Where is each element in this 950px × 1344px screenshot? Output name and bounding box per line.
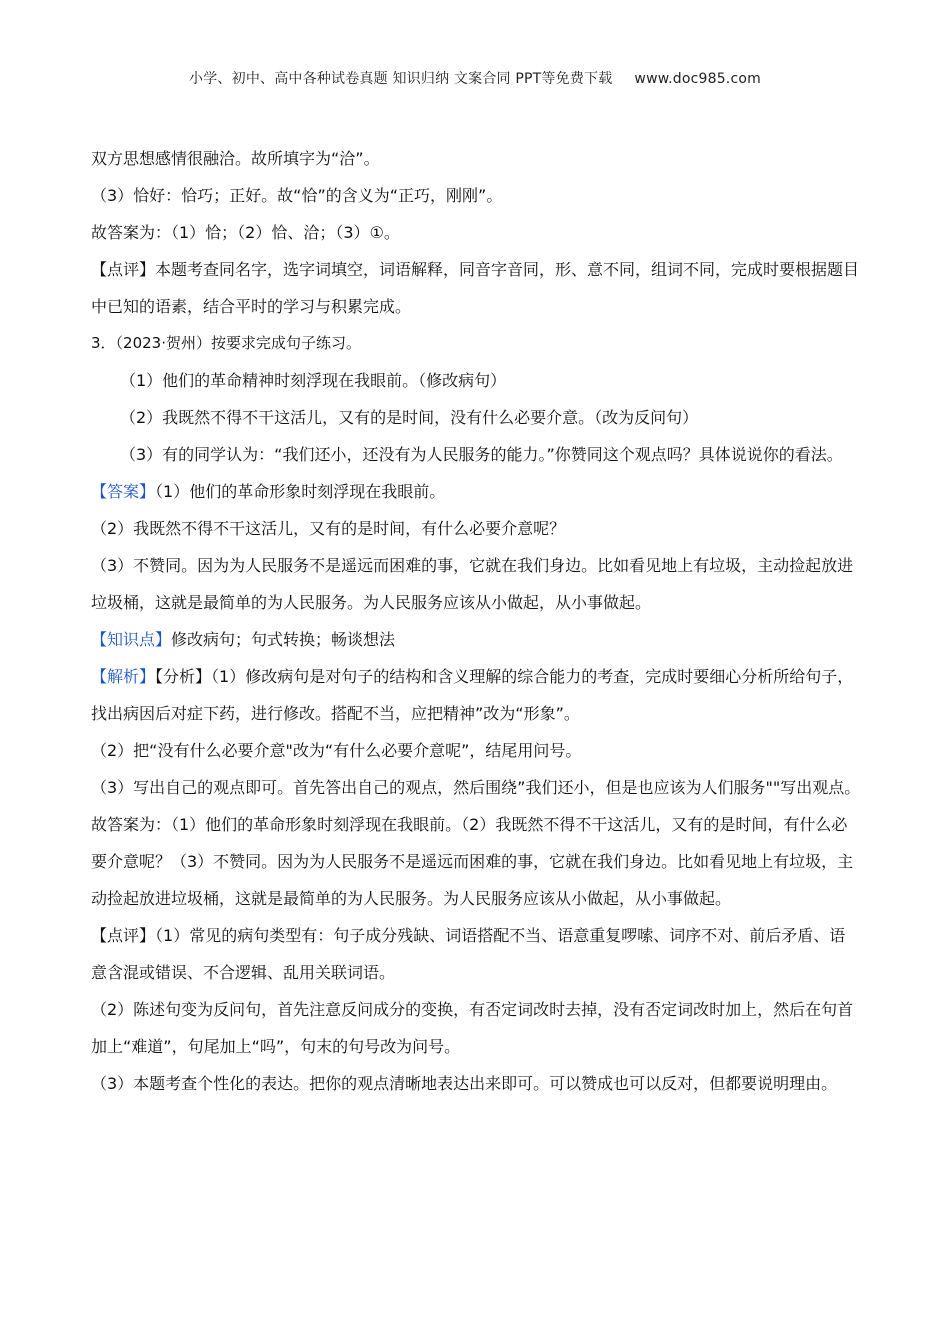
- question-3-item-3-text: （3）有的同学认为：“我们还小，还没有为人民服务的能力。”你赞同这个观点吗？具体说说你的看法。: [120, 445, 843, 464]
- page-header: [0, 68, 950, 88]
- answer-paragraph: [91, 473, 861, 510]
- answer-tag: 【答案】: [91, 482, 156, 501]
- paragraph-continuation: 双方思想感情很融洽。故所填字为“洽”。: [91, 149, 380, 168]
- knowledge-tag: 【知识点】: [91, 630, 172, 649]
- analysis-2: （2）把“没有什么必要介意"改为“有什么必要介意呢”，结尾用问号。: [91, 741, 582, 760]
- question-3-item-3: [91, 436, 861, 473]
- question-3-title: 3．（2023·贺州）按要求完成句子练习。: [91, 334, 361, 352]
- analysis-paragraph: [91, 658, 861, 732]
- knowledge-text: 修改病句；句式转换；畅谈想法: [171, 630, 396, 649]
- review-2: （2）陈述句变为反问句，首先注意反问成分的变换，有否定词改时去掉，没有否定词改时加上，然后在句首加上“难道”，句尾加上“吗”，句末的句号改为问号。: [91, 1000, 854, 1056]
- analysis-3: （3）写出自己的观点即可。首先答出自己的观点，然后围绕”我们还小，但是也应该为人们服务""写出观点。: [91, 778, 861, 797]
- answer-2: （2）我既然不得不干这活儿，又有的是时间，有什么必要介意呢？: [91, 519, 566, 538]
- comment-paragraph: [91, 251, 861, 325]
- final-answer: 故答案为：（1）他们的革命形象时刻浮现在我眼前。（2）我既然不得不干这活儿，又有的是时间，有什么必要介意呢？（3）不赞同。因为为人民服务不是遥远而困难的事，它就在我们身边。比如看见地上有垃圾，主动捡起放进垃圾桶，这就是最简单的为人民服务。为人民服务应该从小做起，从小事做起。: [91, 815, 854, 908]
- review-1: （1）常见的病句类型有：句子成分残缺、词语搭配不当、语意重复啰嗦、词序不对、前后矛盾、语意含混或错误、不合逻辑、乱用关联词语。: [91, 926, 846, 982]
- header-text: 小学、初中、高中各种试卷真题 知识归纳 文案合同 PPT等免费下载: [189, 71, 613, 87]
- review-3: （3）本题考查个性化的表达。把你的观点清晰地表达出来即可。可以赞成也可以反对，但都要说明理由。: [91, 1074, 838, 1093]
- comment-tag: 【点评】: [91, 260, 156, 279]
- comment-text: 本题考查同名字，选字词填空，词语解释，同音字音同，形、意不同，组词不同，完成时要根据题目中已知的语素，结合平时的学习与积累完成。: [91, 260, 860, 316]
- knowledge-point: [91, 621, 861, 658]
- review-tag: 【点评】: [91, 926, 156, 945]
- analysis-tag: 【解析】: [91, 667, 156, 686]
- question-3-item-2: （2）我既然不得不干这活儿，又有的是时间，没有什么必要介意。（改为反问句）: [120, 408, 699, 427]
- paragraph-part3: （3）恰好：恰巧；正好。故“恰”的含义为“正巧，刚刚”。: [91, 186, 503, 205]
- paragraph-answer: 故答案为：（1）恰；（2）恰、洽；（3）①。: [91, 223, 400, 242]
- document-body: [91, 140, 861, 1102]
- analysis-1: 【分析】（1）修改病句是对句子的结构和含义理解的综合能力的考查，完成时要细心分析所给句子，找出病因后对症下药，进行修改。搭配不当，应把精神”改为“形象”。: [91, 667, 854, 723]
- header-site: www.doc985.com: [634, 71, 761, 87]
- answer-3: （3）不赞同。因为为人民服务不是遥远而困难的事，它就在我们身边。比如看见地上有垃圾，主动捡起放进垃圾桶，这就是最简单的为人民服务。为人民服务应该从小做起，从小事做起。: [91, 556, 854, 612]
- review-paragraph: [91, 917, 861, 991]
- question-3-item-1: （1）他们的革命精神时刻浮现在我眼前。（修改病句）: [120, 371, 507, 390]
- answer-1: （1）他们的革命形象时刻浮现在我眼前。: [155, 482, 446, 501]
